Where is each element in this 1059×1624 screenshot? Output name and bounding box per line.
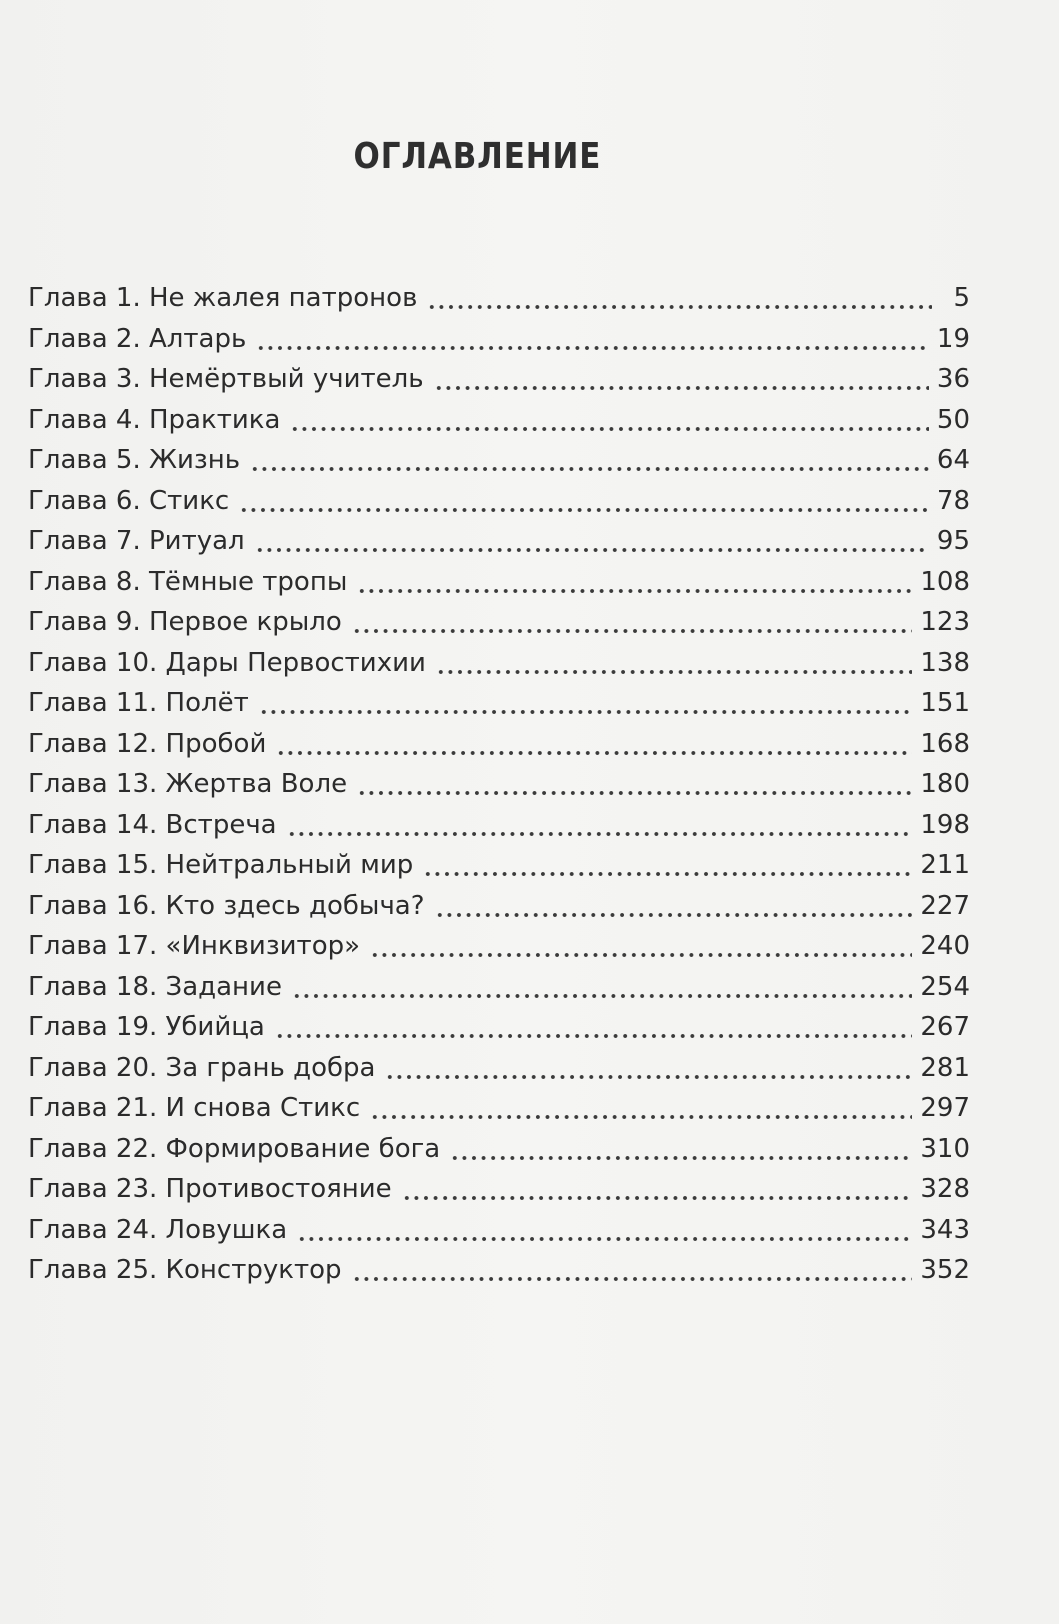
toc-dot-leader xyxy=(450,1140,912,1166)
toc-entry-label: Глава 8. Тёмные тропы xyxy=(28,566,348,597)
toc-entry-page-number: 267 xyxy=(920,1012,970,1042)
toc-dot-leader xyxy=(250,451,929,477)
toc-entry-label: Глава 6. Стикс xyxy=(28,485,230,516)
toc-entry-page-number: 297 xyxy=(920,1093,970,1123)
toc-dot-leader xyxy=(423,856,912,882)
toc-entry xyxy=(28,683,970,724)
toc-entry-label: Глава 17. «Инквизитор» xyxy=(28,931,361,961)
toc-dot-leader xyxy=(259,694,913,720)
toc-dot-leader xyxy=(255,532,929,558)
toc-dot-leader xyxy=(436,654,912,680)
toc-dot-leader xyxy=(435,897,913,923)
toc-dot-leader xyxy=(292,978,912,1004)
toc-dot-leader xyxy=(370,937,912,963)
toc-entry xyxy=(28,359,970,400)
toc-entry xyxy=(28,1007,970,1048)
toc-entry-page-number: 180 xyxy=(920,769,970,799)
toc-entry-label: Глава 11. Полёт xyxy=(28,688,249,718)
toc-entry xyxy=(28,805,970,846)
toc-entry-label: Глава 9. Первое крыло xyxy=(28,607,342,637)
toc-entry-label: Глава 15. Нейтральный мир xyxy=(28,850,414,880)
toc-dot-leader xyxy=(385,1059,912,1085)
toc-dot-leader xyxy=(256,330,929,356)
toc-entry xyxy=(28,1048,970,1089)
toc-entry-label: Глава 1. Не жалея патронов xyxy=(28,283,418,313)
toc-dot-leader xyxy=(290,411,929,437)
toc-entry-label: Глава 13. Жертва Воле xyxy=(28,769,348,799)
toc-dot-leader xyxy=(402,1180,913,1206)
toc-entry-page-number: 240 xyxy=(920,931,970,961)
toc-entry-page-number: 198 xyxy=(920,809,970,840)
toc-entry-page-number: 281 xyxy=(920,1052,970,1083)
toc-entry xyxy=(28,926,970,967)
toc-entry-page-number: 123 xyxy=(920,607,970,637)
toc-entry-label: Глава 4. Практика xyxy=(28,404,281,435)
toc-entry-page-number: 5 xyxy=(953,283,970,313)
toc-entry-page-number: 108 xyxy=(920,566,970,597)
toc-dot-leader xyxy=(297,1221,912,1247)
toc-entry-page-number: 211 xyxy=(920,850,970,880)
toc-entry xyxy=(28,521,970,562)
toc-entry-page-number: 36 xyxy=(936,364,970,394)
toc-dot-leader xyxy=(352,1261,913,1287)
toc-entry xyxy=(28,1088,970,1129)
toc-entry-label: Глава 2. Алтарь xyxy=(28,323,247,354)
toc-dot-leader xyxy=(370,1099,912,1125)
toc-entry xyxy=(28,1169,970,1210)
toc-entry xyxy=(28,562,970,603)
toc-entry xyxy=(28,967,970,1008)
toc-entry-label: Глава 21. И снова Стикс xyxy=(28,1093,361,1123)
toc-entry xyxy=(28,764,970,805)
toc-entry xyxy=(28,400,970,441)
toc-entry-label: Глава 22. Формирование бога xyxy=(28,1133,441,1164)
toc-entry-label: Глава 25. Конструктор xyxy=(28,1255,342,1285)
toc-entry xyxy=(28,602,970,643)
toc-entry-page-number: 254 xyxy=(920,971,970,1002)
toc-entry xyxy=(28,1250,970,1291)
toc-entry-label: Глава 10. Дары Первостихии xyxy=(28,647,426,678)
toc-dot-leader xyxy=(427,289,932,315)
toc-dot-leader xyxy=(239,492,929,518)
toc-entry xyxy=(28,319,970,360)
toc-entry-label: Глава 7. Ритуал xyxy=(28,526,245,556)
toc-dot-leader xyxy=(276,735,912,761)
toc-entry xyxy=(28,1129,970,1170)
toc-entry-page-number: 151 xyxy=(920,688,970,718)
toc-entry xyxy=(28,643,970,684)
toc-entry-page-number: 343 xyxy=(920,1214,970,1245)
toc-entry-label: Глава 14. Встреча xyxy=(28,809,277,840)
toc-entry xyxy=(28,440,970,481)
toc-entry xyxy=(28,845,970,886)
toc-entry xyxy=(28,724,970,765)
toc-entry-label: Глава 18. Задание xyxy=(28,971,282,1002)
toc-entry-label: Глава 20. За грань добра xyxy=(28,1052,376,1083)
toc-entry-label: Глава 5. Жизнь xyxy=(28,445,241,475)
toc-entry-page-number: 78 xyxy=(936,485,970,516)
toc-dot-leader xyxy=(287,816,913,842)
toc-entry-page-number: 328 xyxy=(920,1174,970,1204)
toc-entry-page-number: 138 xyxy=(920,647,970,678)
toc-dot-leader xyxy=(357,775,912,801)
toc-entry-label: Глава 12. Пробой xyxy=(28,728,267,759)
toc-entry-page-number: 19 xyxy=(936,323,970,354)
toc-dot-leader xyxy=(352,613,913,639)
page-title: ОГЛАВЛЕНИЕ xyxy=(353,136,602,177)
toc-entry-label: Глава 19. Убийца xyxy=(28,1012,265,1042)
toc-dot-leader xyxy=(357,573,912,599)
toc-entry xyxy=(28,278,970,319)
toc-entry-label: Глава 3. Немёртвый учитель xyxy=(28,364,424,394)
toc-entry-label: Глава 16. Кто здесь добыча? xyxy=(28,890,425,921)
toc-dot-leader xyxy=(275,1018,913,1044)
toc-entry-page-number: 50 xyxy=(936,404,970,435)
toc-entry-page-number: 168 xyxy=(920,728,970,759)
toc-entry-page-number: 64 xyxy=(936,445,970,475)
toc-entry-page-number: 95 xyxy=(936,526,970,556)
toc-entry-page-number: 227 xyxy=(920,890,970,921)
toc-entry-page-number: 310 xyxy=(920,1133,970,1164)
toc-entry xyxy=(28,1210,970,1251)
toc-entry xyxy=(28,886,970,927)
toc-entry xyxy=(28,481,970,522)
toc-dot-leader xyxy=(434,370,929,396)
toc-entry-page-number: 352 xyxy=(920,1255,970,1285)
toc-entry-label: Глава 23. Противостояние xyxy=(28,1174,392,1204)
table-of-contents xyxy=(28,278,970,1291)
toc-entry-label: Глава 24. Ловушка xyxy=(28,1214,288,1245)
